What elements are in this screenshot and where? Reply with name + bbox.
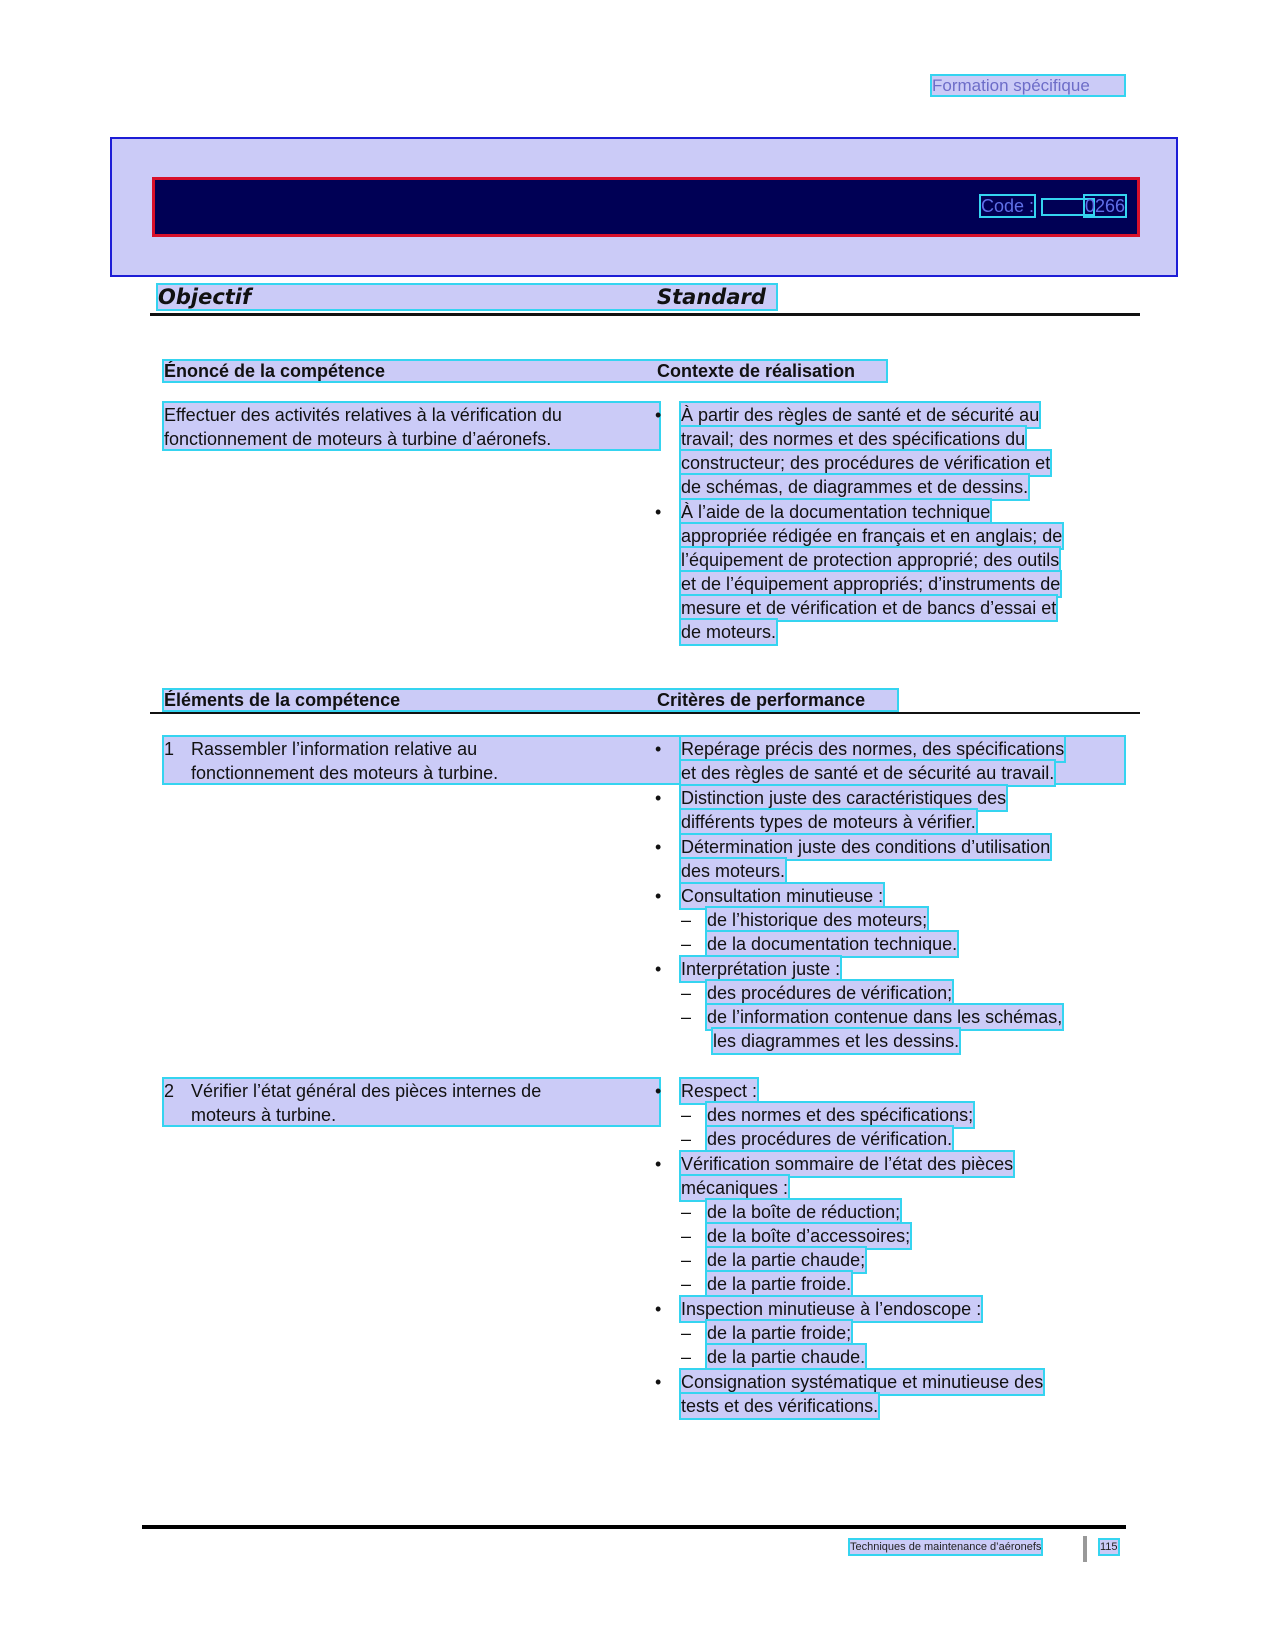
section-rule [150,712,1140,714]
footer-program-title: Techniques de maintenance d’aéronefs [850,1541,1042,1553]
context-heading: Contexte de réalisation [657,361,856,381]
code-value: 0266 [1085,196,1126,216]
competence-elements-heading: Éléments de la compétence [164,690,897,710]
banner-code-bar [152,177,1140,237]
code-label: Code : [981,196,1035,216]
element-1: 1 Rassembler l’information relative au fonctionnement des moteurs à turbine. [164,737,1124,783]
objective-column-title: Objectif [158,285,776,309]
element-2: 2 Vérifier l’état général des pièces internes de moteurs à turbine. [164,1079,659,1125]
page-number: 115 [1100,1541,1118,1553]
performance-criteria-heading: Critères de performance [657,690,866,710]
standard-column-title: Standard [657,285,766,309]
criteria-group-2: • Respect : – des normes et des spécifications; – des procédures de vérification. • Vérification sommaire de l’état des pièces mécaniques : – de la boîte de réduction; – de la boîte d’accessoires; – de la partie chaude; – de la partie froide. • Inspection minutieuse à l’endoscope : – de la partie froide; – de la partie chaude. • Consignation systématique et minutieuse des tests et des vérifications. [655,1081,1044,1416]
competence-statement-heading: Énoncé de la compétence [164,361,886,381]
title-rule [150,313,1140,316]
footer-separator [1083,1536,1087,1562]
program-banner [110,137,1178,277]
header-section-label: Formation spécifique [932,76,1124,95]
competence-statement: Effectuer des activités relatives à la vérification du fonctionnement de moteurs à turbine d’aéronefs. [164,403,659,449]
criteria-group-1: • Repérage précis des normes, des spécifications et des règles de santé et de sécurité au travail. • Distinction juste des caractéristiques des différents types de moteurs à vérifier. • Détermination juste des conditions d’utilisation des moteurs. • Consultation minutieuse : – de l’historique des moteurs; – de la documentation technique. • Interprétation juste : – des procédures de vérification; – de l’information contenue dans les schémas, les diagrammes et les dessins. [655,739,1065,1051]
footer-rule [142,1525,1126,1529]
